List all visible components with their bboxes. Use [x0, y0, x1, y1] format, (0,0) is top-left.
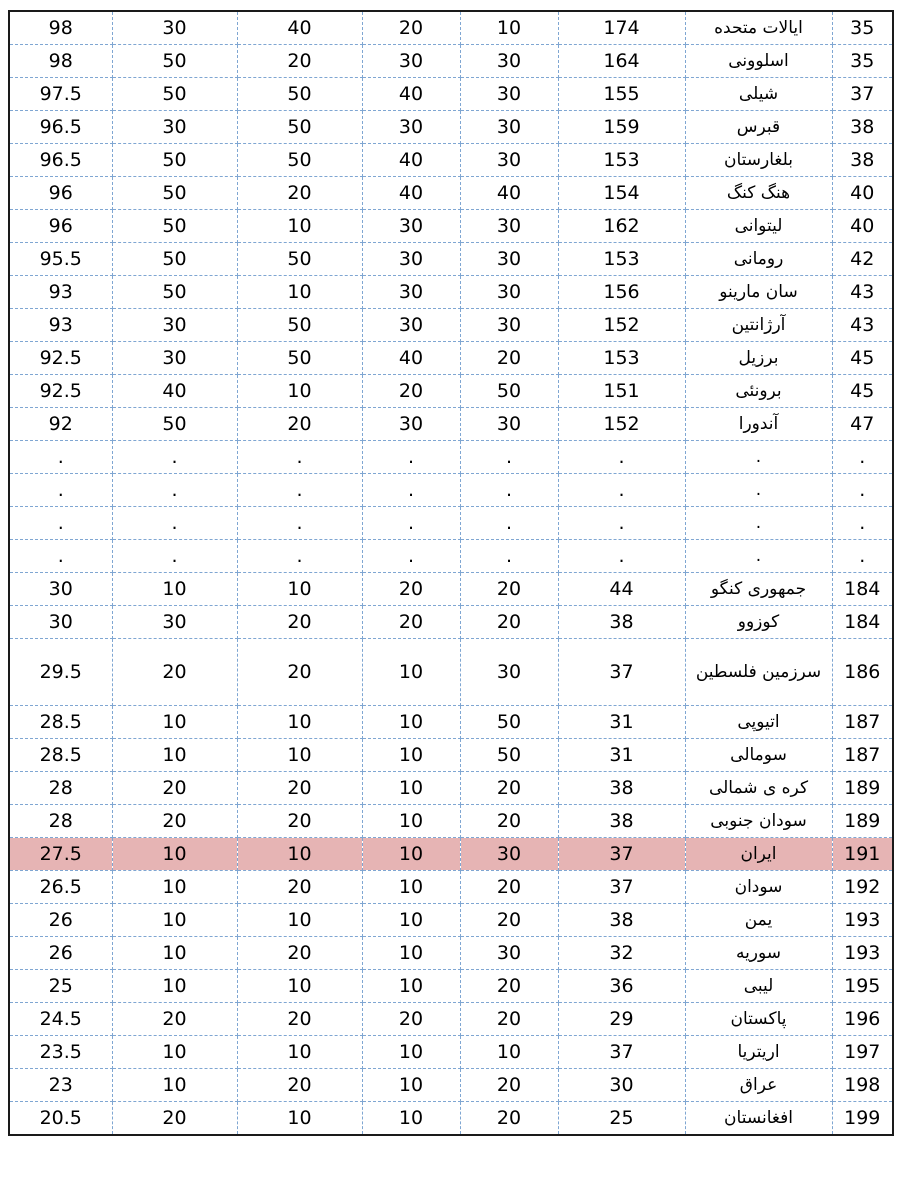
score-cell-a: 10: [112, 970, 237, 1003]
table-row: [9, 375, 893, 408]
country-cell: برونئی: [685, 375, 832, 408]
points-cell: .: [558, 474, 685, 507]
score-cell-c: .: [362, 474, 460, 507]
score-cell-b: 10: [237, 838, 362, 871]
score-cell-a: 10: [112, 1036, 237, 1069]
score-cell-c: 30: [362, 111, 460, 144]
score-cell-d: .: [460, 474, 558, 507]
score-cell-d: 30: [460, 937, 558, 970]
score-cell-c: 10: [362, 1102, 460, 1136]
table-row: [9, 739, 893, 772]
table-row: [9, 507, 893, 540]
score-cell-c: 30: [362, 408, 460, 441]
score-cell-c: .: [362, 540, 460, 573]
total-cell: 28.5: [9, 739, 112, 772]
rank-cell: 198: [832, 1069, 893, 1102]
score-cell-b: 20: [237, 1003, 362, 1036]
country-cell: .: [685, 441, 832, 474]
country-cell: سان مارینو: [685, 276, 832, 309]
total-cell: 23.5: [9, 1036, 112, 1069]
points-cell: 31: [558, 739, 685, 772]
score-cell-a: 10: [112, 706, 237, 739]
country-cell: آندورا: [685, 408, 832, 441]
country-cell: آرژانتین: [685, 309, 832, 342]
score-cell-c: 20: [362, 11, 460, 45]
country-cell: شیلی: [685, 78, 832, 111]
table-row: [9, 243, 893, 276]
score-cell-c: 10: [362, 772, 460, 805]
score-cell-b: 20: [237, 937, 362, 970]
country-cell: اسلوونی: [685, 45, 832, 78]
score-cell-c: 10: [362, 739, 460, 772]
country-cell: .: [685, 474, 832, 507]
score-cell-c: 20: [362, 375, 460, 408]
country-cell: بلغارستان: [685, 144, 832, 177]
table-row: [9, 45, 893, 78]
score-cell-b: 20: [237, 408, 362, 441]
rank-cell: 189: [832, 772, 893, 805]
points-cell: 155: [558, 78, 685, 111]
points-cell: 151: [558, 375, 685, 408]
table-row: [9, 474, 893, 507]
score-cell-a: 40: [112, 375, 237, 408]
points-cell: 44: [558, 573, 685, 606]
total-cell: 26: [9, 937, 112, 970]
country-cell: هنگ کنگ: [685, 177, 832, 210]
table-row: [9, 309, 893, 342]
score-cell-b: 20: [237, 772, 362, 805]
score-cell-a: 50: [112, 408, 237, 441]
rank-cell: 35: [832, 11, 893, 45]
rank-cell: 197: [832, 1036, 893, 1069]
country-cell: اتیوپی: [685, 706, 832, 739]
score-cell-a: 10: [112, 739, 237, 772]
points-cell: 153: [558, 144, 685, 177]
table-row: [9, 772, 893, 805]
score-cell-c: 20: [362, 606, 460, 639]
score-cell-d: 20: [460, 1003, 558, 1036]
score-cell-b: 10: [237, 1102, 362, 1136]
country-cell: پاکستان: [685, 1003, 832, 1036]
score-cell-a: 20: [112, 1003, 237, 1036]
score-cell-d: 30: [460, 243, 558, 276]
table-row: [9, 606, 893, 639]
table-row: [9, 11, 893, 45]
score-cell-b: 20: [237, 1069, 362, 1102]
country-cell: سودان جنوبی: [685, 805, 832, 838]
score-cell-b: .: [237, 540, 362, 573]
rank-cell: 43: [832, 309, 893, 342]
table-row: [9, 1003, 893, 1036]
score-cell-b: .: [237, 441, 362, 474]
score-cell-a: 20: [112, 639, 237, 706]
country-cell: قبرس: [685, 111, 832, 144]
country-cell: افغانستان: [685, 1102, 832, 1136]
score-cell-b: 10: [237, 970, 362, 1003]
total-cell: 96: [9, 177, 112, 210]
score-cell-c: 40: [362, 342, 460, 375]
country-cell: یمن: [685, 904, 832, 937]
total-cell: 26: [9, 904, 112, 937]
score-cell-b: 50: [237, 144, 362, 177]
score-cell-c: 10: [362, 1069, 460, 1102]
score-cell-d: 20: [460, 772, 558, 805]
score-cell-b: 50: [237, 78, 362, 111]
country-cell: .: [685, 507, 832, 540]
points-cell: 25: [558, 1102, 685, 1136]
score-cell-d: 20: [460, 1102, 558, 1136]
points-cell: 37: [558, 871, 685, 904]
country-cell: سوریه: [685, 937, 832, 970]
rank-cell: 189: [832, 805, 893, 838]
table-row: [9, 871, 893, 904]
score-cell-b: 20: [237, 805, 362, 838]
total-cell: 26.5: [9, 871, 112, 904]
score-cell-b: 20: [237, 45, 362, 78]
points-cell: 31: [558, 706, 685, 739]
total-cell: .: [9, 540, 112, 573]
score-cell-b: 20: [237, 871, 362, 904]
total-cell: 28: [9, 805, 112, 838]
score-cell-a: 50: [112, 276, 237, 309]
rank-cell: 186: [832, 639, 893, 706]
score-cell-c: 40: [362, 144, 460, 177]
rank-cell: 37: [832, 78, 893, 111]
total-cell: 96.5: [9, 144, 112, 177]
rank-cell: 192: [832, 871, 893, 904]
table-row: [9, 144, 893, 177]
table-row: [9, 1069, 893, 1102]
country-cell: سومالی: [685, 739, 832, 772]
points-cell: 164: [558, 45, 685, 78]
total-cell: 20.5: [9, 1102, 112, 1136]
score-cell-a: .: [112, 540, 237, 573]
points-cell: 38: [558, 606, 685, 639]
table-row: [9, 573, 893, 606]
score-cell-d: 30: [460, 144, 558, 177]
table-row: [9, 276, 893, 309]
score-cell-d: 20: [460, 871, 558, 904]
points-cell: 162: [558, 210, 685, 243]
score-cell-a: 10: [112, 573, 237, 606]
points-cell: 174: [558, 11, 685, 45]
points-cell: 153: [558, 342, 685, 375]
score-cell-c: 10: [362, 904, 460, 937]
score-cell-b: 50: [237, 342, 362, 375]
total-cell: 30: [9, 573, 112, 606]
rank-cell: .: [832, 507, 893, 540]
score-cell-d: 10: [460, 1036, 558, 1069]
score-cell-a: 10: [112, 937, 237, 970]
country-cell: .: [685, 540, 832, 573]
score-cell-c: 30: [362, 45, 460, 78]
total-cell: 92.5: [9, 342, 112, 375]
total-cell: .: [9, 507, 112, 540]
table-row: [9, 540, 893, 573]
points-cell: 37: [558, 1036, 685, 1069]
score-cell-d: 30: [460, 111, 558, 144]
points-cell: 37: [558, 639, 685, 706]
score-cell-b: 10: [237, 1036, 362, 1069]
score-cell-c: 10: [362, 871, 460, 904]
score-cell-b: 50: [237, 111, 362, 144]
score-cell-c: .: [362, 507, 460, 540]
table-row: [9, 937, 893, 970]
points-cell: 156: [558, 276, 685, 309]
score-cell-c: 10: [362, 1036, 460, 1069]
country-cell: لیبی: [685, 970, 832, 1003]
score-cell-b: .: [237, 507, 362, 540]
rank-cell: .: [832, 474, 893, 507]
score-cell-c: 10: [362, 838, 460, 871]
country-cell: عراق: [685, 1069, 832, 1102]
score-cell-d: 20: [460, 1069, 558, 1102]
score-cell-c: 20: [362, 1003, 460, 1036]
score-cell-b: 10: [237, 739, 362, 772]
total-cell: 96: [9, 210, 112, 243]
score-cell-c: 10: [362, 970, 460, 1003]
country-cell: سرزمین فلسطین: [685, 639, 832, 706]
score-cell-d: .: [460, 507, 558, 540]
score-cell-a: 30: [112, 309, 237, 342]
rank-cell: 40: [832, 210, 893, 243]
table-row: [9, 1036, 893, 1069]
country-cell: رومانی: [685, 243, 832, 276]
total-cell: 28.5: [9, 706, 112, 739]
score-cell-b: 10: [237, 276, 362, 309]
score-cell-b: .: [237, 474, 362, 507]
score-cell-a: 50: [112, 45, 237, 78]
total-cell: 93: [9, 276, 112, 309]
table-row: [9, 970, 893, 1003]
rank-cell: 45: [832, 375, 893, 408]
table-row: [9, 78, 893, 111]
score-cell-c: 10: [362, 937, 460, 970]
table-row: [9, 639, 893, 706]
points-cell: 38: [558, 772, 685, 805]
score-cell-d: .: [460, 540, 558, 573]
table-row: [9, 342, 893, 375]
country-cell: ایالات متحده: [685, 11, 832, 45]
rank-cell: 42: [832, 243, 893, 276]
score-cell-d: 30: [460, 276, 558, 309]
score-cell-b: 10: [237, 573, 362, 606]
score-cell-b: 10: [237, 706, 362, 739]
score-cell-d: 20: [460, 606, 558, 639]
total-cell: 25: [9, 970, 112, 1003]
total-cell: 96.5: [9, 111, 112, 144]
total-cell: 27.5: [9, 838, 112, 871]
score-cell-a: 20: [112, 1102, 237, 1136]
points-cell: 152: [558, 408, 685, 441]
rank-cell: 196: [832, 1003, 893, 1036]
score-cell-b: 10: [237, 375, 362, 408]
score-cell-a: 50: [112, 210, 237, 243]
table-row: [9, 408, 893, 441]
total-cell: 97.5: [9, 78, 112, 111]
table-row: [9, 805, 893, 838]
ranking-table: [8, 10, 894, 1136]
score-cell-d: 30: [460, 639, 558, 706]
score-cell-c: 10: [362, 805, 460, 838]
score-cell-b: 50: [237, 309, 362, 342]
rank-cell: 191: [832, 838, 893, 871]
table-row: [9, 706, 893, 739]
rank-cell: 193: [832, 937, 893, 970]
rank-cell: 187: [832, 706, 893, 739]
points-cell: 152: [558, 309, 685, 342]
total-cell: .: [9, 441, 112, 474]
score-cell-d: 50: [460, 375, 558, 408]
points-cell: 36: [558, 970, 685, 1003]
country-cell: برزیل: [685, 342, 832, 375]
score-cell-d: 10: [460, 11, 558, 45]
score-cell-c: 30: [362, 276, 460, 309]
rank-cell: 40: [832, 177, 893, 210]
score-cell-a: 10: [112, 871, 237, 904]
table-row: [9, 1102, 893, 1136]
table-row: [9, 177, 893, 210]
score-cell-b: 40: [237, 11, 362, 45]
score-cell-d: 20: [460, 342, 558, 375]
score-cell-b: 20: [237, 177, 362, 210]
points-cell: 38: [558, 904, 685, 937]
points-cell: .: [558, 441, 685, 474]
score-cell-a: 50: [112, 144, 237, 177]
score-cell-d: 30: [460, 78, 558, 111]
rank-cell: 195: [832, 970, 893, 1003]
rank-cell: 193: [832, 904, 893, 937]
rank-cell: .: [832, 540, 893, 573]
table-row: [9, 210, 893, 243]
score-cell-d: 20: [460, 904, 558, 937]
rank-cell: 187: [832, 739, 893, 772]
rank-cell: 184: [832, 606, 893, 639]
score-cell-a: 10: [112, 1069, 237, 1102]
country-cell: سودان: [685, 871, 832, 904]
table-row-highlighted: [9, 838, 893, 871]
score-cell-a: .: [112, 507, 237, 540]
country-cell: اریتریا: [685, 1036, 832, 1069]
score-cell-c: 20: [362, 573, 460, 606]
score-cell-a: 50: [112, 243, 237, 276]
score-cell-d: 30: [460, 210, 558, 243]
score-cell-a: 10: [112, 904, 237, 937]
score-cell-d: 30: [460, 838, 558, 871]
rank-cell: .: [832, 441, 893, 474]
score-cell-a: 30: [112, 606, 237, 639]
score-cell-c: 30: [362, 210, 460, 243]
score-cell-d: .: [460, 441, 558, 474]
rank-cell: 43: [832, 276, 893, 309]
score-cell-b: 20: [237, 606, 362, 639]
total-cell: 30: [9, 606, 112, 639]
total-cell: 92: [9, 408, 112, 441]
total-cell: 98: [9, 11, 112, 45]
score-cell-a: 30: [112, 342, 237, 375]
rank-cell: 199: [844, 1107, 881, 1129]
country-cell: لیتوانی: [685, 210, 832, 243]
score-cell-c: 30: [362, 309, 460, 342]
score-cell-a: 50: [112, 177, 237, 210]
score-cell-c: 40: [362, 177, 460, 210]
score-cell-d: 30: [460, 408, 558, 441]
country-cell: ایران: [685, 838, 832, 871]
total-cell: 95.5: [9, 243, 112, 276]
total-cell: 28: [9, 772, 112, 805]
score-cell-a: 20: [112, 805, 237, 838]
score-cell-d: 30: [460, 45, 558, 78]
score-cell-b: 10: [237, 210, 362, 243]
score-cell-c: 10: [362, 639, 460, 706]
points-cell: .: [558, 540, 685, 573]
score-cell-c: 30: [362, 243, 460, 276]
country-cell: جمهوری کنگو: [685, 573, 832, 606]
score-cell-d: 40: [460, 177, 558, 210]
score-cell-d: 30: [460, 309, 558, 342]
points-cell: 153: [558, 243, 685, 276]
country-cell: کوزوو: [685, 606, 832, 639]
score-cell-a: 50: [112, 78, 237, 111]
score-cell-d: 20: [460, 805, 558, 838]
score-cell-a: 20: [112, 772, 237, 805]
total-cell: 92.5: [9, 375, 112, 408]
rank-cell: 35: [832, 45, 893, 78]
score-cell-a: .: [112, 441, 237, 474]
rank-cell: 45: [832, 342, 893, 375]
score-cell-d: 20: [460, 970, 558, 1003]
score-cell-d: 20: [460, 573, 558, 606]
total-cell: 93: [9, 309, 112, 342]
points-cell: .: [558, 507, 685, 540]
points-cell: 30: [558, 1069, 685, 1102]
score-cell-a: 10: [112, 838, 237, 871]
total-cell: 98: [9, 45, 112, 78]
rank-cell: 184: [832, 573, 893, 606]
score-cell-b: 20: [237, 639, 362, 706]
score-cell-a: 30: [112, 111, 237, 144]
score-cell-a: .: [112, 474, 237, 507]
rank-cell: 38: [832, 111, 893, 144]
rank-cell: 38: [832, 144, 893, 177]
total-cell: 23: [9, 1069, 112, 1102]
table-row: [9, 111, 893, 144]
score-cell-c: 10: [362, 706, 460, 739]
score-cell-b: 10: [237, 904, 362, 937]
country-cell: کره ی شمالی: [685, 772, 832, 805]
total-cell: 24.5: [9, 1003, 112, 1036]
total-cell: 29.5: [9, 639, 112, 706]
points-cell: 37: [558, 838, 685, 871]
score-cell-b: 50: [237, 243, 362, 276]
score-cell-c: .: [362, 441, 460, 474]
rank-cell: 47: [832, 408, 893, 441]
score-cell-d: 50: [460, 739, 558, 772]
score-cell-a: 30: [112, 11, 237, 45]
total-cell: .: [9, 474, 112, 507]
table-row: [9, 441, 893, 474]
points-cell: 154: [558, 177, 685, 210]
points-cell: 29: [558, 1003, 685, 1036]
points-cell: 38: [558, 805, 685, 838]
score-cell-d: 50: [460, 706, 558, 739]
points-cell: 159: [558, 111, 685, 144]
score-cell-c: 40: [362, 78, 460, 111]
points-cell: 32: [558, 937, 685, 970]
table-row: [9, 904, 893, 937]
